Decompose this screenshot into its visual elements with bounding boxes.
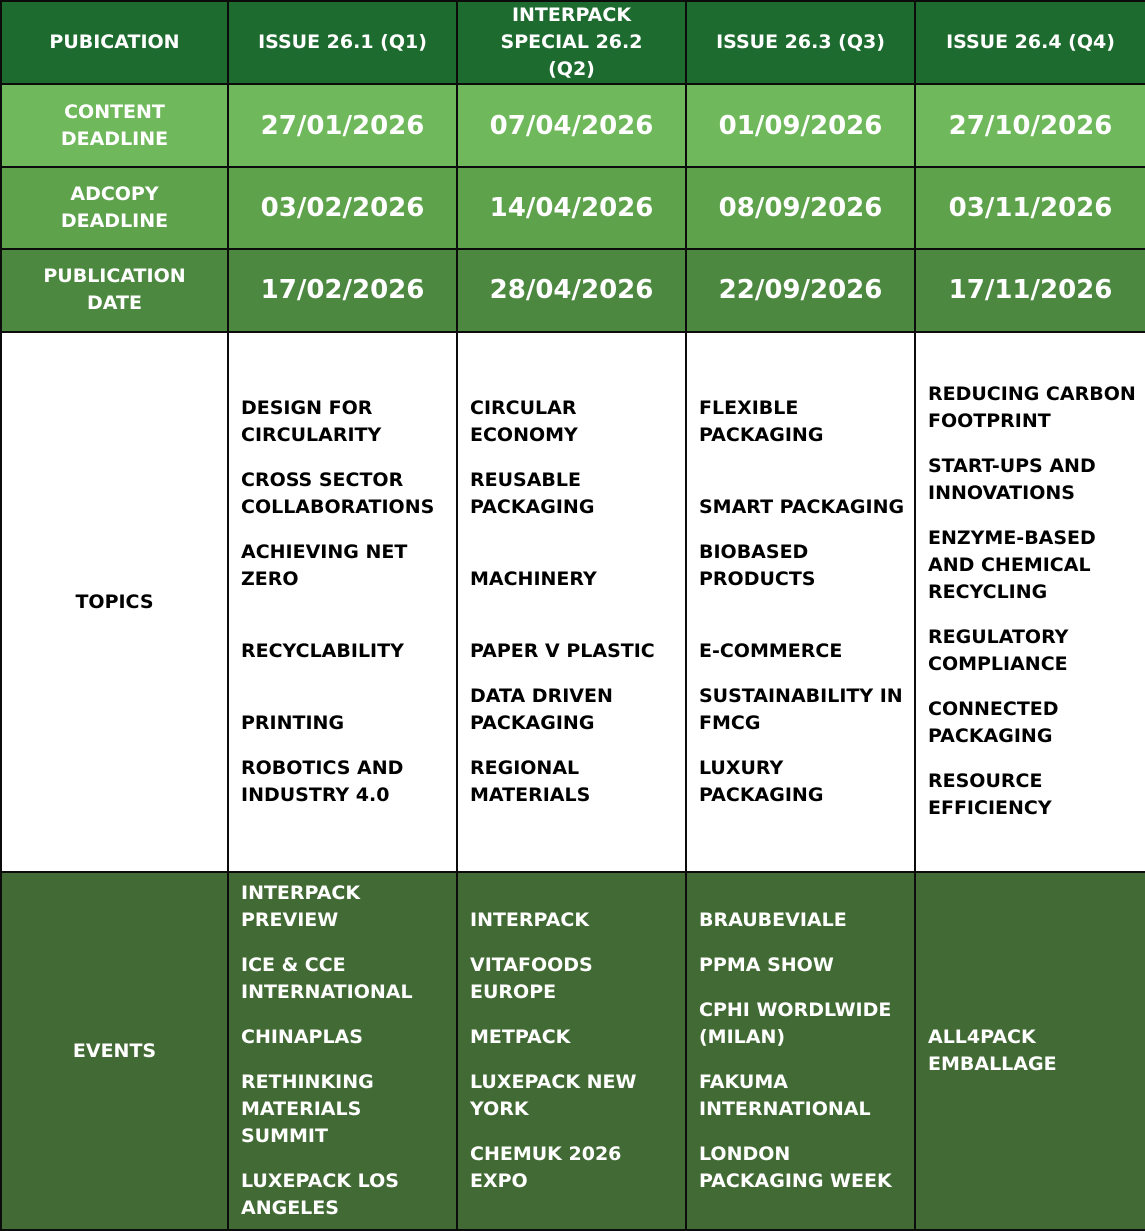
topic-item: RECYCLABILITY — [241, 639, 404, 662]
events-q4-cell — [915, 872, 1145, 1230]
adcopy-deadline-row — [1, 167, 1145, 249]
topic-item: ENZYME-BASED AND CHEMICAL RECYCLING — [928, 527, 1096, 604]
topic-item: REUSABLE PACKAGING — [470, 468, 595, 518]
topics-q4-cell — [915, 332, 1145, 873]
topic-item: CIRCULAR ECONOMY — [470, 396, 578, 446]
topic-item: PAPER V PLASTIC — [470, 639, 655, 662]
events-list-q4 — [916, 1024, 1145, 1078]
header-corner-label: PUBICATION — [1, 1, 228, 84]
topics-q3-cell — [686, 332, 915, 873]
topic-item: CROSS SECTOR COLLABORATIONS — [241, 468, 435, 518]
event-item: CPHI WORDLWIDE (MILAN) — [699, 999, 892, 1049]
event-item: CHINAPLAS — [241, 1026, 363, 1049]
topics-list-q1 — [229, 395, 456, 809]
topics-q1-cell — [228, 332, 457, 873]
topic-item: SUSTAINABILITY IN FMCG — [699, 684, 903, 734]
adcopy-deadline-date: 03/11/2026 — [915, 167, 1145, 249]
topic-item: ACHIEVING NET ZERO — [241, 540, 408, 590]
topic-item: MACHINERY — [470, 567, 597, 590]
issue-header-q4: ISSUE 26.4 (Q4) — [915, 1, 1145, 84]
topic-item: START-UPS AND INNOVATIONS — [928, 455, 1096, 505]
event-item: CHEMUK 2026 EXPO — [470, 1143, 622, 1193]
adcopy-deadline-date: 03/02/2026 — [228, 167, 457, 249]
event-item: ALL4PACK EMBALLAGE — [928, 1026, 1057, 1076]
events-q3-cell — [686, 872, 915, 1230]
issue-header-q1: ISSUE 26.1 (Q1) — [228, 1, 457, 84]
events-q2-cell — [457, 872, 686, 1230]
header-row — [1, 1, 1145, 84]
content-deadline-row — [1, 84, 1145, 166]
issue-header-q3: ISSUE 26.3 (Q3) — [686, 1, 915, 84]
event-item: FAKUMA INTERNATIONAL — [699, 1071, 871, 1121]
event-item: METPACK — [470, 1026, 571, 1049]
publication-date: 22/09/2026 — [686, 249, 915, 331]
publication-date: 17/11/2026 — [915, 249, 1145, 331]
adcopy-deadline-date: 08/09/2026 — [686, 167, 915, 249]
events-list-q2 — [458, 907, 685, 1195]
issue-header-q2: INTERPACK SPECIAL 26.2 (Q2) — [457, 1, 686, 84]
event-item: RETHINKING MATERIALS SUMMIT — [241, 1071, 374, 1148]
topics-list-q2 — [458, 395, 685, 809]
topic-item: FLEXIBLE PACKAGING — [699, 396, 824, 446]
publication-date-label: PUBLICATION DATE — [1, 249, 228, 331]
topic-item: PRINTING — [241, 711, 345, 734]
content-deadline-date: 01/09/2026 — [686, 84, 915, 166]
content-deadline-label: CONTENT DEADLINE — [1, 84, 228, 166]
event-item: INTERPACK PREVIEW — [241, 882, 361, 932]
publication-date-row — [1, 249, 1145, 331]
event-item: LUXEPACK LOS ANGELES — [241, 1170, 399, 1220]
event-item: LUXEPACK NEW YORK — [470, 1071, 637, 1121]
topic-item: ROBOTICS AND INDUSTRY 4.0 — [241, 756, 404, 806]
content-deadline-date: 27/10/2026 — [915, 84, 1145, 166]
topic-item: SMART PACKAGING — [699, 495, 905, 518]
topic-item: BIOBASED PRODUCTS — [699, 540, 816, 590]
topic-item: REGIONAL MATERIALS — [470, 756, 591, 806]
events-list-q1 — [229, 880, 456, 1222]
topic-item: RESOURCE EFFICIENCY — [928, 770, 1052, 820]
topics-q2-cell — [457, 332, 686, 873]
events-q1-cell — [228, 872, 457, 1230]
event-item: LONDON PACKAGING WEEK — [699, 1143, 892, 1193]
topics-list-q3 — [687, 395, 914, 809]
event-item: ICE & CCE INTERNATIONAL — [241, 954, 413, 1004]
events-list-q3 — [687, 907, 914, 1195]
content-deadline-date: 27/01/2026 — [228, 84, 457, 166]
topics-row — [1, 332, 1145, 873]
event-item: PPMA SHOW — [699, 954, 834, 977]
publication-date: 17/02/2026 — [228, 249, 457, 331]
topic-item: E-COMMERCE — [699, 639, 843, 662]
adcopy-deadline-label: ADCOPY DEADLINE — [1, 167, 228, 249]
topic-item: CONNECTED PACKAGING — [928, 698, 1059, 748]
publication-date: 28/04/2026 — [457, 249, 686, 331]
event-item: INTERPACK — [470, 909, 590, 932]
topics-label: TOPICS — [1, 332, 228, 873]
topic-item: REGULATORY COMPLIANCE — [928, 626, 1069, 676]
event-item: VITAFOODS EUROPE — [470, 954, 593, 1004]
adcopy-deadline-date: 14/04/2026 — [457, 167, 686, 249]
event-item: BRAUBEVIALE — [699, 909, 847, 932]
topic-item: LUXURY PACKAGING — [699, 756, 824, 806]
topic-item: DESIGN FOR CIRCULARITY — [241, 396, 382, 446]
topic-item: DATA DRIVEN PACKAGING — [470, 684, 613, 734]
content-deadline-date: 07/04/2026 — [457, 84, 686, 166]
events-row — [1, 872, 1145, 1230]
topic-item: REDUCING CARBON FOOTPRINT — [928, 383, 1136, 433]
topics-list-q4 — [916, 381, 1145, 822]
events-label: EVENTS — [1, 872, 228, 1230]
